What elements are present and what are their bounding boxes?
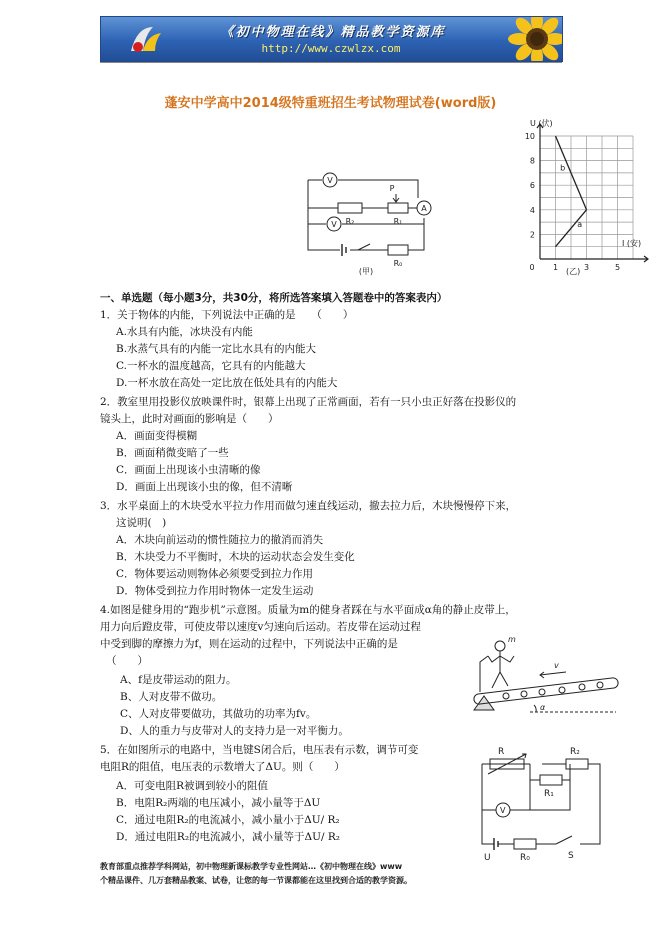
ui-graph-yi [500, 118, 660, 278]
question-2-option-a: A．画面变得模糊 [116, 430, 198, 442]
site-logo-icon [127, 23, 167, 55]
runner-mass-label: m [508, 635, 516, 644]
question-5-stem: 5．在如图所示的电路中，当电键S闭合后，电压表有示数，调节可变 [100, 744, 419, 756]
question-5-option-c: C．通过电阻R₂的电流减小，减小量小于ΔU/ R₂ [116, 814, 340, 826]
question-2-stem-cont: 镜头上，此时对画面的影响是（ ） [100, 413, 279, 425]
circuit-diagram-q5 [470, 740, 610, 862]
q5-circuit-label: R₂ [570, 747, 580, 757]
question-1-option-a: A.水具有内能，冰块没有内能 [116, 326, 253, 338]
belt-angle-label: α [540, 703, 546, 712]
question-2-option-b: B．画面稍微变暗了一些 [116, 447, 229, 459]
question-4-stem-cont: 中受到脚的摩擦力为f，则在运动的过程中，下列说法中正确的是 [100, 638, 398, 650]
circuit-jia-label: R₂ [345, 217, 355, 226]
q5-circuit-label: V [500, 806, 506, 815]
x-tick-label: 1 [552, 263, 559, 272]
y-tick-label: 4 [529, 205, 535, 215]
header-banner [100, 16, 563, 62]
question-4-option-d: D、人的重力与皮带对人的支持力是一对平衡力。 [120, 725, 349, 737]
y-axis-title: U (伏) [530, 119, 553, 128]
question-5-stem-cont: 电阻R的阻值，电压表的示数增大了ΔU。则（ ） [100, 761, 345, 773]
y-tick-label: 8 [529, 156, 535, 166]
question-3-stem-cont: 这说明( ) [116, 517, 167, 529]
circuit-jia-label: V [331, 220, 337, 229]
y-tick-label: 2 [529, 230, 535, 240]
line-a-label: a [577, 220, 583, 230]
question-3-stem: 3．水平桌面上的木块受水平拉力作用而做匀速直线运动，撤去拉力后，木块慢慢停下来， [100, 500, 517, 512]
q5-circuit-label: S [568, 851, 574, 861]
x-tick-label: 5 [614, 263, 621, 272]
question-3-option-a: A．木块向前运动的惯性随拉力的撤消而消失 [116, 534, 324, 546]
circuit-jia-label: V [327, 176, 333, 185]
banner-title: 《初中物理在线》精品教学资源库 [220, 25, 446, 40]
question-3-option-d: D．物体受到拉力作用时物体一定发生运动 [116, 585, 314, 597]
q5-circuit-label: R₀ [520, 853, 530, 862]
question-3-option-b: B．木块受力不平衡时，木块的运动状态会发生变化 [116, 551, 355, 563]
x-tick-label: 3 [583, 263, 590, 272]
question-2-stem: 2．教室里用投影仪放映课件时，银幕上出现了正常画面，若有一只小虫正好落在投影仪的 [100, 396, 517, 408]
graph-caption: (乙) [566, 267, 581, 276]
circuit-jia-label: A [421, 204, 427, 213]
circuit-jia-label: R₁ [393, 217, 403, 226]
belt-velocity-label: v [554, 661, 559, 670]
section-heading: 一、单选题（每小题3分，共30分，将所选答案填入答题卷中的答案表内） [100, 292, 448, 304]
treadmill-figure [470, 632, 620, 718]
document-title: 蓬安中学高中2014级特重班招生考试物理试卷(word版) [164, 96, 497, 111]
line-b-label: b [560, 163, 566, 173]
question-5-option-a: A．可变电阻R被调到较小的阻值 [116, 780, 268, 792]
footer-line-2: 个精品课件、几万套精品教案、试卷，让您的每一节课都能在这里找到合适的教学资源。 [100, 876, 412, 885]
question-5-option-b: B．电阻R₂两端的电压减小，减小量等于ΔU [116, 797, 321, 809]
question-2-option-c: C．画面上出现该小虫清晰的像 [116, 464, 261, 476]
question-4-answer-paren: （ ） [106, 655, 148, 667]
question-1-stem: 1．关于物体的内能，下列说法中正确的是 （ ） [100, 309, 354, 321]
footer-line-1: 教育部重点推荐学科网站，初中物理新课标教学专业性网站…《初中物理在线》www [100, 862, 403, 871]
question-1-option-b: B.水蒸气具有的内能一定比水具有的内能大 [116, 343, 317, 355]
q5-circuit-label: R [498, 747, 505, 757]
question-4-stem-cont: 用力向后蹬皮带，可使皮带以速度v匀速向后运动。若皮带在运动过程 [100, 621, 421, 633]
q5-circuit-label: R₁ [544, 789, 554, 799]
sunflower-icon [501, 16, 563, 62]
question-4-option-b: B、人对皮带不做功。 [120, 691, 223, 703]
question-5-option-d: D．通过电阻R₂的电流减小，减小量等于ΔU/ R₂ [116, 831, 340, 843]
question-4-option-a: A、f是皮带运动的阻力。 [120, 674, 237, 686]
banner-url[interactable]: http://www.czwlzx.com [261, 42, 401, 55]
question-4-option-c: C、人对皮带要做功，其做功的功率为fv。 [120, 708, 317, 720]
circuit-diagram-jia [300, 168, 440, 278]
x-axis-title: I (安) [622, 239, 642, 248]
q5-circuit-label: U [484, 853, 491, 862]
header-divider [100, 62, 562, 63]
y-tick-label: 6 [529, 181, 535, 191]
question-2-option-d: D．画面上出现该小虫的像，但不清晰 [116, 481, 293, 493]
x-tick-label: 0 [529, 263, 535, 272]
question-3-option-c: C．物体要运动则物体必须要受到拉力作用 [116, 568, 314, 580]
circuit-jia-caption: (甲) [358, 267, 374, 276]
question-1-option-d: D.一杯水放在高处一定比放在低处具有的内能大 [116, 377, 338, 389]
footer-notice [100, 860, 560, 888]
y-tick-label: 10 [524, 132, 535, 141]
circuit-jia-label: R₀ [393, 259, 403, 268]
question-1-option-c: C.一杯水的温度越高，它具有的内能越大 [116, 360, 306, 372]
question-4-stem: 4.如图是健身用的“跑步机”示意图。质量为m的健身者踩在与水平面成α角的静止皮带上， [100, 604, 516, 616]
circuit-jia-label: P [389, 184, 395, 193]
